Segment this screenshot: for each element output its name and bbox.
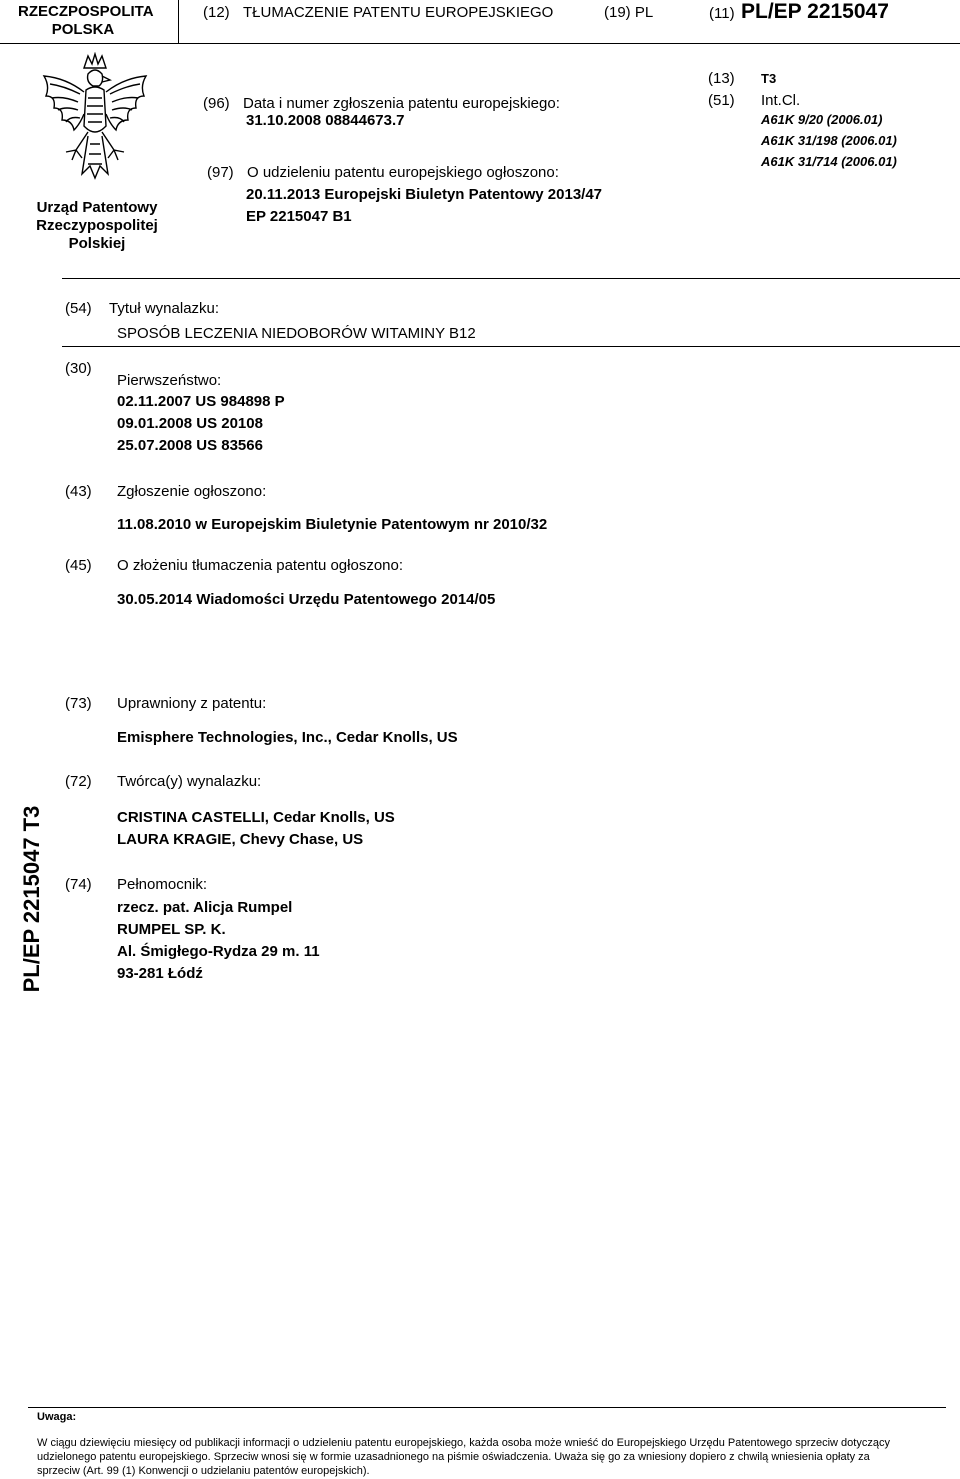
attorney-label: Pełnomocnik: bbox=[117, 876, 208, 893]
note-label: Uwaga: bbox=[37, 1411, 77, 1423]
side-patent-label: PL/EP 2215047 T3 bbox=[19, 805, 44, 993]
code-73: (73) bbox=[65, 695, 92, 712]
code-13: (13) bbox=[708, 70, 735, 87]
inventor-item: CRISTINA CASTELLI, Cedar Knolls, US bbox=[117, 809, 395, 826]
inventors-label: Twórca(y) wynalazku: bbox=[117, 773, 262, 790]
owner-value: Emisphere Technologies, Inc., Cedar Knolls, US bbox=[117, 729, 458, 746]
application-published-value: 11.08.2010 w Europejskim Biuletynie Patentowym nr 2010/32 bbox=[117, 516, 548, 533]
code-19: (19) PL bbox=[604, 4, 654, 21]
ipc-class-2: A61K 31/198 (2006.01) bbox=[761, 133, 897, 148]
ipc-class-1: A61K 9/20 (2006.01) bbox=[761, 112, 883, 127]
attorney-line: RUMPEL SP. K. bbox=[117, 921, 226, 938]
header-vertical-divider bbox=[178, 0, 179, 44]
code-12: (12) bbox=[203, 4, 230, 21]
office-name bbox=[18, 199, 176, 253]
ipc-class-3: A61K 31/714 (2006.01) bbox=[761, 154, 897, 169]
code-30: (30) bbox=[65, 360, 92, 377]
filing-value: 31.10.2008 08844673.7 bbox=[246, 112, 405, 129]
invention-title: SPOSÓB LECZENIA NIEDOBORÓW WITAMINY B12 bbox=[117, 325, 476, 342]
code-97: (97) bbox=[207, 164, 234, 181]
polish-eagle-emblem-icon bbox=[36, 52, 154, 187]
country-line-2: POLSKA bbox=[51, 21, 115, 38]
office-line-1: Urząd Patentowy bbox=[36, 199, 158, 216]
grant-value: 20.11.2013 Europejski Biuletyn Patentowy 2013/47 bbox=[246, 186, 603, 203]
attorney-line: rzecz. pat. Alicja Rumpel bbox=[117, 899, 293, 916]
code-43: (43) bbox=[65, 483, 92, 500]
code-96: (96) bbox=[203, 95, 230, 112]
note-line-2: udzielonego patentu europejskiego. Sprzeciw wnosi się w formie uzasadnionego na piśmie oświadczenia. Uważa się go za wniesiony dopiero z chwilą wniesienia opłaty za bbox=[37, 1451, 870, 1463]
title-top-divider bbox=[62, 278, 960, 279]
country-name bbox=[18, 3, 154, 39]
office-line-3: Polskiej bbox=[68, 235, 126, 252]
inventor-item: LAURA KRAGIE, Chevy Chase, US bbox=[117, 831, 364, 848]
code-11: (11) bbox=[709, 5, 735, 22]
code-54: (54) bbox=[65, 300, 92, 317]
priority-label: Pierwszeństwo: bbox=[117, 372, 222, 389]
code-72: (72) bbox=[65, 773, 92, 790]
priority-item: 25.07.2008 US 83566 bbox=[117, 437, 263, 454]
title-bottom-divider bbox=[62, 346, 960, 347]
note-line-1: W ciągu dziewięciu miesięcy od publikacji informacji o udzieleniu patentu europejskiego, każda osoba może wnieść do Europejskiego Urzędu Patentowego sprzeciw dotyczący bbox=[37, 1437, 890, 1449]
country-line-1: RZECZPOSPOLITA bbox=[18, 3, 154, 20]
intcl-label: Int.Cl. bbox=[761, 92, 801, 109]
note-line-3: sprzeciw (Art. 99 (1) Konwencji o udzielaniu patentów europejskich). bbox=[37, 1465, 370, 1477]
code-45: (45) bbox=[65, 557, 92, 574]
translation-published-value: 30.05.2014 Wiadomości Urzędu Patentowego 2014/05 bbox=[117, 591, 496, 608]
grant-ep-number: EP 2215047 B1 bbox=[246, 208, 352, 225]
document-type: TŁUMACZENIE PATENTU EUROPEJSKIEGO bbox=[243, 4, 554, 21]
filing-label: Data i numer zgłoszenia patentu europejskiego: bbox=[243, 95, 560, 112]
note-top-divider bbox=[28, 1407, 946, 1408]
owner-label: Uprawniony z patentu: bbox=[117, 695, 267, 712]
translation-published-label: O złożeniu tłumaczenia patentu ogłoszono: bbox=[117, 557, 404, 574]
title-label: Tytuł wynalazku: bbox=[109, 300, 220, 317]
attorney-line: 93-281 Łódź bbox=[117, 965, 203, 982]
grant-label: O udzieleniu patentu europejskiego ogłoszono: bbox=[247, 164, 559, 181]
priority-item: 09.01.2008 US 20108 bbox=[117, 415, 263, 432]
header-divider bbox=[0, 43, 960, 44]
office-line-2: Rzeczypospolitej bbox=[36, 217, 158, 234]
kind-code: T3 bbox=[761, 71, 777, 86]
note-text bbox=[37, 1436, 890, 1478]
patent-number: PL/EP 2215047 bbox=[741, 0, 889, 23]
priority-item: 02.11.2007 US 984898 P bbox=[117, 393, 285, 410]
code-74: (74) bbox=[65, 876, 92, 893]
attorney-line: Al. Śmigłego-Rydza 29 m. 11 bbox=[117, 943, 320, 960]
application-published-label: Zgłoszenie ogłoszono: bbox=[117, 483, 267, 500]
code-51: (51) bbox=[708, 92, 735, 109]
